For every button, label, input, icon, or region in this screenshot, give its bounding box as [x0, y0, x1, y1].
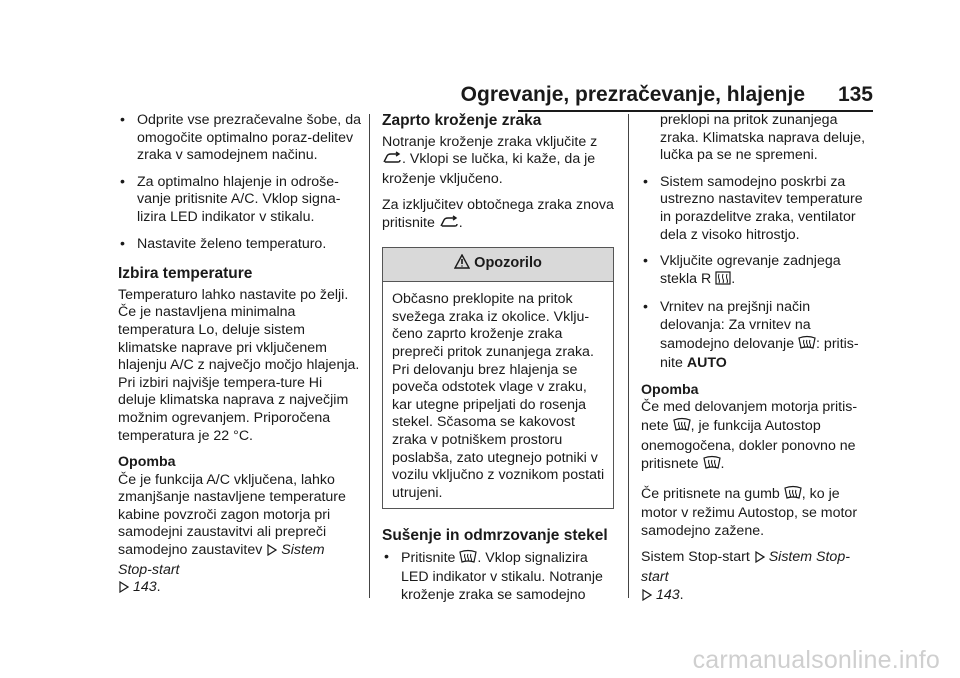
paragraph: preklopi na pritok zunanjega zraka. Klimatska naprava deluje, lučka pa se ne spremeni. [660, 112, 866, 164]
list-item: • Sistem samodejno poskrbi za ustrezno nastavitev temperature in porazdelitve zraka, ventilator dela z visoko hitrostjo. [643, 173, 863, 243]
cross-reference-link[interactable]: Sistem Stop-start [641, 549, 850, 586]
windshield-defrost-icon [459, 549, 477, 570]
paragraph: Za izključitev obtočnega zraka znova pritisnite . [382, 197, 614, 234]
list-item: • Za optimalno hlajenje in odroše-vanje pritisnite A/C. Vklop signa-lizira LED indikator v stikalu. [120, 173, 341, 225]
note-title: Opomba [118, 454, 176, 471]
rear-window-defrost-icon [715, 271, 731, 291]
cross-reference-page[interactable]: 143 [655, 586, 680, 603]
watermark: carmanualsonline.info [692, 646, 940, 674]
windshield-defrost-icon [784, 485, 802, 506]
note-text: Če med delovanjem motorja pritis-nete , je funkcija Autostop onemogočena, dokler ponovno ne pritisnete . [641, 399, 873, 475]
paragraph: Temperaturo lahko nastavite po želji. Če je nastavljena minimalna temperatura Lo, deluje sistem klimatske naprave pri vključenem hlajenju A/C z največjo močjo hlajenja. Pri izbiri najvišje tempera-ture Hi deluje klimatska naprava z največjim možnim ogrevanjem. Priporočena temperatura je 22 °C. [118, 286, 360, 444]
warning-triangle-icon [454, 254, 470, 275]
windshield-defrost-icon [703, 455, 721, 476]
reference-arrow-icon [266, 544, 277, 562]
recirculation-icon [382, 151, 402, 171]
list-item: • Pritisnite . Vklop signalizira LED indikator v stikalu. Notranje kroženje zraka se samodejno [384, 548, 603, 604]
section-heading-defrost: Sušenje in odmrzovanje stekel [382, 527, 608, 545]
page-number: 135 [837, 83, 873, 106]
warning-title: Opozorilo [474, 254, 542, 271]
list-item: • Odprite vse prezračevalne šobe, da omogočite optimalno poraz-delitev zraka v samodejnem načinu. [120, 112, 361, 164]
warning-text: Občasno preklopite na pritok svežega zraka iz okolice. Vklju-čeno zaprto kroženje zraka prepreči pritok zunanjega zraka. Pri delovanju brez hlajenja se poveča odstotek vlage v zraku, kar utegne pripeljati do rosenja stekel. Sčasoma se kakovost zraka v potniškem prostoru poslabša, zato utegnejo potniki v vozilu vključno z voznikom postati utrujeni. [392, 291, 605, 501]
auto-label: AUTO [686, 355, 727, 372]
reference-arrow-icon [118, 581, 129, 599]
windshield-defrost-icon [798, 335, 816, 356]
list-item: • Vključite ogrevanje zadnjega stekla R . [641, 253, 873, 290]
reference-arrow-icon [641, 589, 652, 607]
section-heading-temperature: Izbira temperature [118, 265, 253, 283]
recirculation-icon [439, 215, 459, 235]
cross-reference-link[interactable]: Sistem Stop-start [118, 542, 325, 578]
list-item: • Nastavite želeno temperaturo. [120, 235, 327, 252]
column-1 [118, 112, 362, 608]
paragraph: Notranje kroženje zraka vključite z . Vklopi se lučka, ki kaže, da je kroženje vključeno. [382, 133, 598, 187]
header-title: Ogrevanje, prezračevanje, hlajenje [460, 83, 805, 106]
paragraph: Če pritisnete na gumb , ko je motor v režimu Autostop, se motor samodejno zažene. [641, 485, 858, 539]
warning-box [382, 247, 614, 510]
list-item: • Vrnitev na prejšnji način delovanja: Za vrnitev na samodejno delovanje : pritis-nite AUTO [643, 299, 859, 372]
paragraph: Sistem Stop-start Sistem Stop-start 143. [641, 549, 873, 606]
column-2 [382, 112, 614, 614]
column-divider-1 [369, 114, 370, 598]
note-text: Če je funkcija A/C vključena, lahko zmanjšanje nastavljene temperature kabine povzroči zagon motorja pri samodejni zaustavitvi ali prepreči samodejno zaustavitev Sistem Stop-start 143. [118, 472, 362, 599]
cross-reference-page[interactable]: 143 [132, 579, 157, 596]
section-heading-recirculation: Zaprto kroženje zraka [382, 112, 542, 129]
column-3 [641, 112, 873, 615]
column-divider-2 [628, 114, 629, 598]
windshield-defrost-icon [673, 417, 691, 438]
warning-header [383, 248, 613, 283]
note-title: Opomba [641, 381, 699, 398]
reference-arrow-icon [754, 551, 765, 569]
